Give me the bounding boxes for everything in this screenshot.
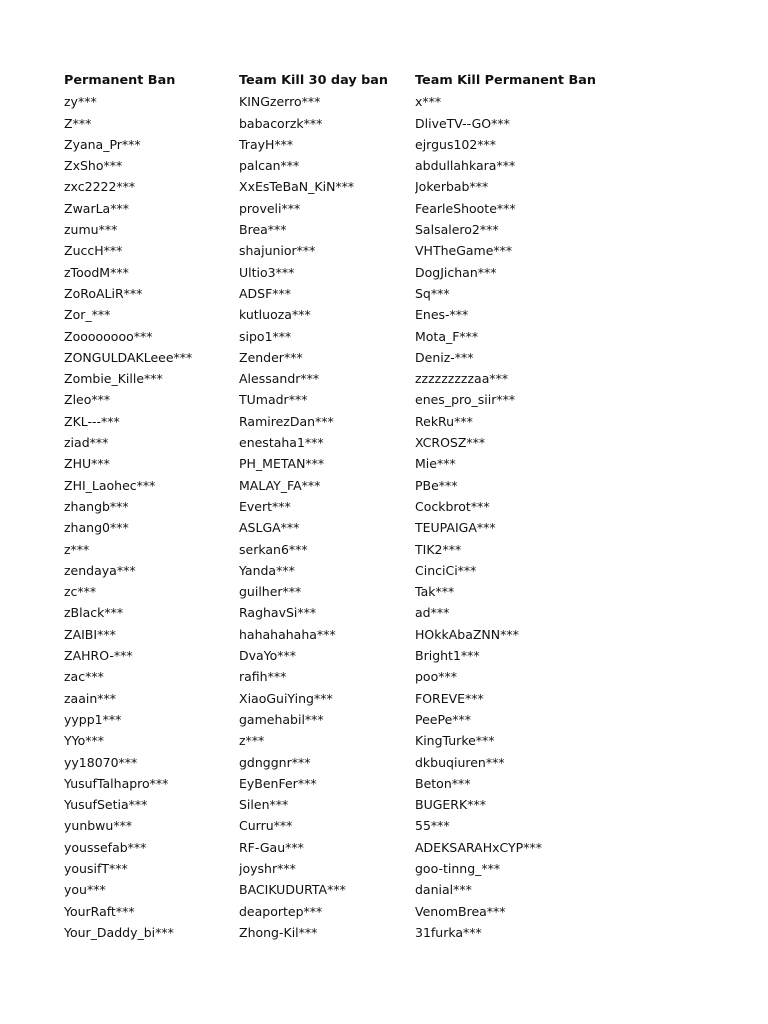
ban-list-table	[64, 70, 615, 943]
team-kill-permanent-name: HOkkAbaZNN***	[415, 626, 519, 642]
team-kill-permanent-name: enes_pro_siir***	[415, 392, 516, 408]
permanent-ban-name: yunbwu***	[64, 818, 133, 834]
table-row	[64, 262, 615, 283]
permanent-ban-name: YourRaft***	[64, 903, 135, 919]
team-kill-permanent-name: Mie***	[415, 456, 456, 472]
permanent-ban-name: zendaya***	[64, 562, 136, 578]
team-kill-30-day-name: RaghavSi***	[239, 605, 317, 621]
team-kill-30-day-name: kutluoza***	[239, 307, 311, 323]
table-row	[64, 539, 615, 560]
team-kill-permanent-name: Salsalero2***	[415, 222, 499, 238]
permanent-ban-name: ZwarLa***	[64, 200, 129, 216]
team-kill-permanent-name: 55***	[415, 818, 450, 834]
team-kill-30-day-name: Brea***	[239, 222, 287, 238]
team-kill-30-day-name: hahahahaha***	[239, 626, 336, 642]
table-row	[64, 581, 615, 602]
team-kill-30-day-name: gamehabil***	[239, 711, 324, 727]
permanent-ban-name: Zyana_Pr***	[64, 136, 141, 152]
table-row	[64, 794, 615, 815]
permanent-ban-name: ZAIBI***	[64, 626, 116, 642]
team-kill-permanent-name: Tak***	[415, 584, 455, 600]
table-row	[64, 815, 615, 836]
team-kill-30-day-name: Yanda***	[239, 562, 295, 578]
team-kill-30-day-name: rafih***	[239, 669, 287, 685]
table-row	[64, 411, 615, 432]
table-row	[64, 304, 615, 325]
team-kill-30-day-name: XxEsTeBaN_KiN***	[239, 179, 355, 195]
permanent-ban-name: zBlack***	[64, 605, 124, 621]
table-row	[64, 198, 615, 219]
team-kill-permanent-name: goo-tinng_***	[415, 860, 501, 876]
team-kill-permanent-name: PBe***	[415, 477, 458, 493]
header-row	[64, 70, 615, 91]
team-kill-permanent-name: dkbuqiuren***	[415, 754, 505, 770]
team-kill-permanent-name: TEUPAIGA***	[415, 520, 496, 536]
team-kill-30-day-name: PH_METAN***	[239, 456, 325, 472]
team-kill-30-day-name: Ultio3***	[239, 264, 295, 280]
header-permanent-ban: Permanent Ban	[64, 73, 176, 88]
table-row	[64, 666, 615, 687]
table-row	[64, 240, 615, 261]
team-kill-30-day-name: proveli***	[239, 200, 301, 216]
team-kill-30-day-name: guilher***	[239, 584, 302, 600]
team-kill-permanent-name: ad***	[415, 605, 450, 621]
table-row	[64, 879, 615, 900]
permanent-ban-name: zumu***	[64, 222, 118, 238]
permanent-ban-name: Zleo***	[64, 392, 111, 408]
team-kill-permanent-name: Beton***	[415, 775, 471, 791]
team-kill-30-day-name: enestaha1***	[239, 435, 324, 451]
table-row	[64, 432, 615, 453]
team-kill-permanent-name: KingTurke***	[415, 733, 495, 749]
team-kill-permanent-name: 31furka***	[415, 924, 482, 940]
team-kill-permanent-name: Jokerbab***	[415, 179, 489, 195]
permanent-ban-name: YusufSetia***	[64, 797, 148, 813]
team-kill-permanent-name: FOREVE***	[415, 690, 484, 706]
team-kill-30-day-name: RamirezDan***	[239, 413, 334, 429]
table-row	[64, 624, 615, 645]
table-row	[64, 155, 615, 176]
permanent-ban-name: zxc2222***	[64, 179, 136, 195]
team-kill-permanent-name: XCROSZ***	[415, 435, 486, 451]
team-kill-30-day-name: Evert***	[239, 498, 291, 514]
table-row	[64, 773, 615, 794]
table-row	[64, 347, 615, 368]
table-row	[64, 688, 615, 709]
team-kill-30-day-name: shajunior***	[239, 243, 316, 259]
table-row	[64, 134, 615, 155]
permanent-ban-name: ZuccH***	[64, 243, 123, 259]
permanent-ban-name: ZHI_Laohec***	[64, 477, 156, 493]
ban-rows	[64, 91, 615, 943]
table-row	[64, 858, 615, 879]
permanent-ban-name: Z***	[64, 115, 92, 131]
team-kill-30-day-name: Zhong-Kil***	[239, 924, 318, 940]
permanent-ban-name: z***	[64, 541, 90, 557]
table-row	[64, 517, 615, 538]
team-kill-30-day-name: RF-Gau***	[239, 839, 304, 855]
team-kill-30-day-name: TrayH***	[239, 136, 294, 152]
team-kill-30-day-name: BACIKUDURTA***	[239, 882, 346, 898]
permanent-ban-name: ZxSho***	[64, 158, 123, 174]
permanent-ban-name: ZKL---***	[64, 413, 120, 429]
permanent-ban-name: ZoRoALiR***	[64, 285, 143, 301]
permanent-ban-name: YYo***	[64, 733, 105, 749]
permanent-ban-name: zhangb***	[64, 498, 129, 514]
team-kill-permanent-name: VHTheGame***	[415, 243, 513, 259]
permanent-ban-name: zy***	[64, 94, 97, 110]
permanent-ban-name: yy18070***	[64, 754, 138, 770]
team-kill-permanent-name: RekRu***	[415, 413, 473, 429]
team-kill-permanent-name: danial***	[415, 882, 472, 898]
team-kill-30-day-name: Zender***	[239, 349, 303, 365]
table-row	[64, 645, 615, 666]
team-kill-permanent-name: Cockbrot***	[415, 498, 490, 514]
header-team-kill-permanent-ban: Team Kill Permanent Ban	[415, 73, 596, 88]
permanent-ban-name: you***	[64, 882, 106, 898]
team-kill-30-day-name: z***	[239, 733, 265, 749]
team-kill-30-day-name: Silen***	[239, 797, 289, 813]
team-kill-30-day-name: TUmadr***	[239, 392, 308, 408]
permanent-ban-name: ZONGULDAKLeee***	[64, 349, 193, 365]
permanent-ban-name: zac***	[64, 669, 104, 685]
team-kill-permanent-name: Enes-***	[415, 307, 469, 323]
table-row	[64, 602, 615, 623]
team-kill-permanent-name: zzzzzzzzzaa***	[415, 371, 509, 387]
team-kill-permanent-name: ejrgus102***	[415, 136, 497, 152]
team-kill-permanent-name: FearleShoote***	[415, 200, 516, 216]
table-row	[64, 560, 615, 581]
team-kill-30-day-name: sipo1***	[239, 328, 292, 344]
team-kill-permanent-name: Deniz-***	[415, 349, 474, 365]
permanent-ban-name: Zoooooooo***	[64, 328, 153, 344]
table-row	[64, 176, 615, 197]
table-row	[64, 752, 615, 773]
team-kill-30-day-name: KINGzerro***	[239, 94, 321, 110]
team-kill-30-day-name: ASLGA***	[239, 520, 300, 536]
team-kill-30-day-name: babacorzk***	[239, 115, 323, 131]
team-kill-30-day-name: deaportep***	[239, 903, 323, 919]
permanent-ban-name: zaain***	[64, 690, 117, 706]
team-kill-30-day-name: palcan***	[239, 158, 300, 174]
table-row	[64, 368, 615, 389]
permanent-ban-name: ZAHRO-***	[64, 648, 133, 664]
permanent-ban-name: zhang0***	[64, 520, 129, 536]
permanent-ban-name: Your_Daddy_bi***	[64, 924, 174, 940]
permanent-ban-name: Zor_***	[64, 307, 111, 323]
team-kill-permanent-name: PeePe***	[415, 711, 472, 727]
permanent-ban-name: Zombie_Kille***	[64, 371, 163, 387]
table-row	[64, 389, 615, 410]
table-row	[64, 326, 615, 347]
team-kill-30-day-name: Alessandr***	[239, 371, 320, 387]
team-kill-30-day-name: DvaYo***	[239, 648, 297, 664]
table-row	[64, 496, 615, 517]
team-kill-30-day-name: ADSF***	[239, 285, 292, 301]
team-kill-30-day-name: MALAY_FA***	[239, 477, 321, 493]
table-row	[64, 219, 615, 240]
header-team-kill-30-day-ban: Team Kill 30 day ban	[239, 73, 389, 88]
team-kill-permanent-name: TIK2***	[415, 541, 462, 557]
table-row	[64, 837, 615, 858]
team-kill-permanent-name: BUGERK***	[415, 797, 486, 813]
table-row	[64, 922, 615, 943]
team-kill-permanent-name: CinciCi***	[415, 562, 477, 578]
table-row	[64, 709, 615, 730]
team-kill-30-day-name: serkan6***	[239, 541, 308, 557]
team-kill-30-day-name: Curru***	[239, 818, 293, 834]
team-kill-permanent-name: abdullahkara***	[415, 158, 516, 174]
team-kill-permanent-name: Sq***	[415, 285, 450, 301]
team-kill-30-day-name: EyBenFer***	[239, 775, 317, 791]
table-row	[64, 901, 615, 922]
table-row	[64, 283, 615, 304]
team-kill-permanent-name: Mota_F***	[415, 328, 479, 344]
permanent-ban-name: zToodM***	[64, 264, 129, 280]
permanent-ban-name: youssefab***	[64, 839, 147, 855]
team-kill-30-day-name: XiaoGuiYing***	[239, 690, 333, 706]
permanent-ban-name: yypp1***	[64, 711, 122, 727]
table-row	[64, 453, 615, 474]
permanent-ban-name: zc***	[64, 584, 97, 600]
permanent-ban-name: YusufTalhapro***	[64, 775, 169, 791]
team-kill-permanent-name: Bright1***	[415, 648, 480, 664]
table-row	[64, 475, 615, 496]
table-row	[64, 91, 615, 112]
team-kill-30-day-name: gdnggnr***	[239, 754, 311, 770]
table-row	[64, 730, 615, 751]
permanent-ban-name: yousifT***	[64, 860, 128, 876]
team-kill-permanent-name: DliveTV--GO***	[415, 115, 510, 131]
permanent-ban-name: ZHU***	[64, 456, 110, 472]
team-kill-permanent-name: poo***	[415, 669, 457, 685]
permanent-ban-name: ziad***	[64, 435, 109, 451]
team-kill-30-day-name: joyshr***	[239, 860, 296, 876]
team-kill-permanent-name: VenomBrea***	[415, 903, 506, 919]
team-kill-permanent-name: ADEKSARAHxCYP***	[415, 839, 542, 855]
team-kill-permanent-name: x***	[415, 94, 442, 110]
table-row	[64, 113, 615, 134]
team-kill-permanent-name: DogJichan***	[415, 264, 497, 280]
